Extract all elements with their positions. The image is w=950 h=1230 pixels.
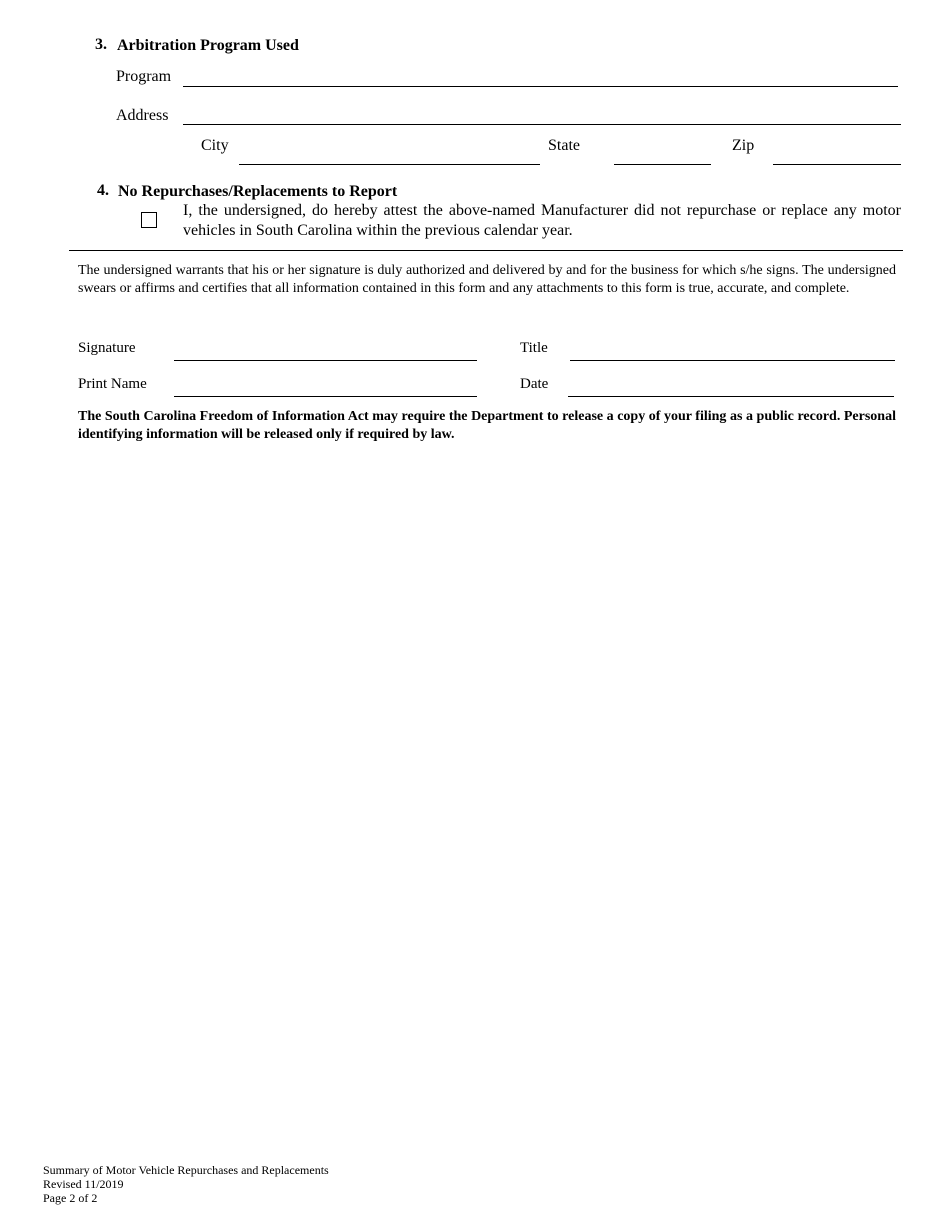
program-label: Program	[116, 68, 172, 85]
footer-page-number: Page 2 of 2	[43, 1191, 98, 1205]
address-label: Address	[116, 107, 169, 124]
page-footer	[43, 1163, 329, 1205]
no-repurchases-checkbox[interactable]	[141, 212, 157, 228]
footer-form-name: Summary of Motor Vehicle Repurchases and Replacements	[43, 1163, 329, 1177]
section-4-title: No Repurchases/Replacements to Report	[118, 183, 398, 200]
section-divider	[69, 250, 903, 251]
state-label: State	[548, 137, 580, 154]
state-field[interactable]	[614, 164, 711, 165]
attestation-text: I, the undersigned, do hereby attest the above-named Manufacturer did not repurchase or replace any motor vehicles in South Carolina within the previous calendar year.	[183, 202, 901, 239]
zip-label: Zip	[732, 137, 755, 154]
date-field[interactable]	[568, 396, 894, 397]
print-name-field[interactable]	[174, 396, 477, 397]
title-label: Title	[520, 340, 548, 356]
title-field[interactable]	[570, 360, 895, 361]
signature-field[interactable]	[174, 360, 477, 361]
program-field[interactable]	[183, 86, 898, 87]
print-name-label: Print Name	[78, 376, 147, 392]
city-field[interactable]	[239, 164, 540, 165]
section-4-number: 4.	[97, 182, 109, 199]
address-field[interactable]	[183, 124, 901, 125]
footer-revised: Revised 11/2019	[43, 1177, 124, 1191]
date-label: Date	[520, 376, 549, 392]
section-3-title: Arbitration Program Used	[117, 37, 299, 54]
zip-field[interactable]	[773, 164, 901, 165]
warranty-statement: The undersigned warrants that his or her signature is duly authorized and delivered by and for the business for which s/he signs. The undersigned swears or affirms and certifies that all information contained in this form and any attachments to this form is true, accurate, and complete.	[78, 263, 896, 296]
foia-notice: The South Carolina Freedom of Information Act may require the Department to release a copy of your filing as a public record. Personal identifying information will be released only if required by law.	[78, 409, 896, 442]
city-label: City	[201, 137, 229, 154]
signature-label: Signature	[78, 340, 136, 356]
section-3-number: 3.	[95, 36, 107, 53]
